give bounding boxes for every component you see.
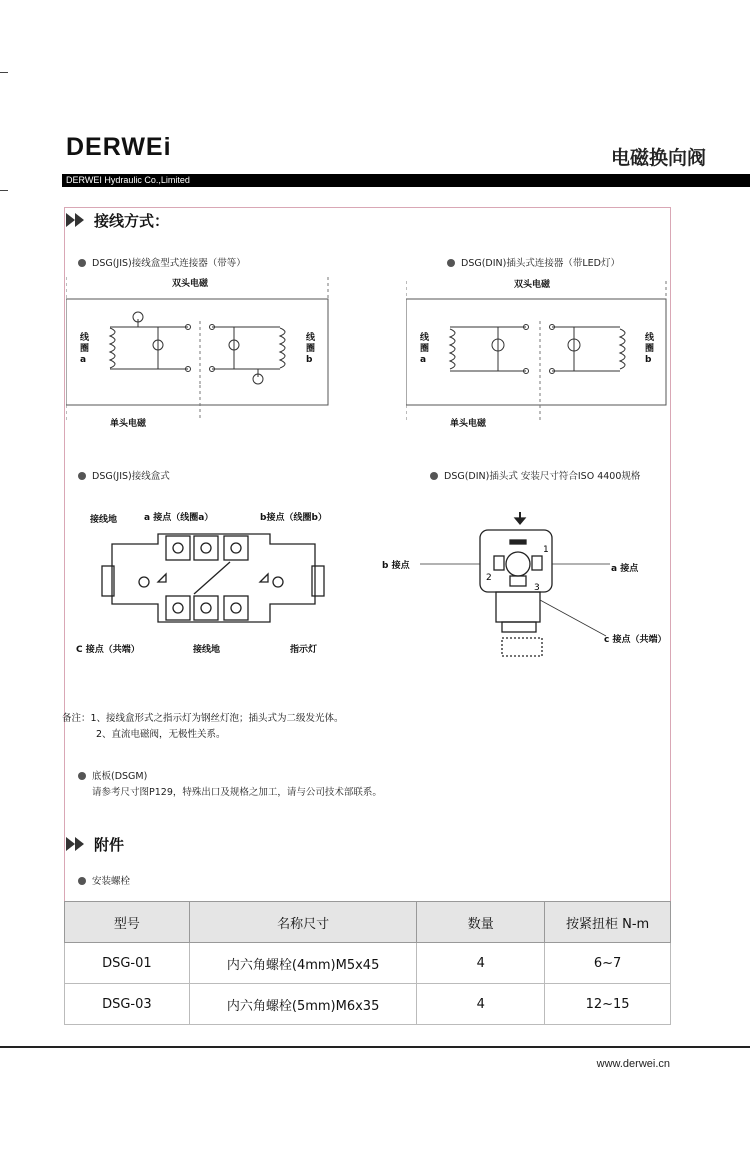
- col-header-quantity: 数量: [417, 902, 545, 943]
- section-arrow-icon: [66, 213, 86, 227]
- table-row: [65, 943, 671, 984]
- jis-circuit-diagram: [66, 273, 330, 423]
- ground-label-bottom: 接线地: [193, 645, 221, 655]
- jis-terminal-box-drawing: [100, 522, 330, 634]
- bullet-icon: [78, 472, 86, 480]
- din-leader-lines: [420, 560, 630, 644]
- page-title: 电磁换向阀: [610, 147, 706, 169]
- single-solenoid-label: 单头电磁: [110, 419, 147, 429]
- cell-name-size: 内六角螺栓(5mm)M6x35: [189, 984, 417, 1025]
- note-line-2: 2、直流电磁阀，无极性关系。: [96, 729, 226, 740]
- cell-torque: 12~15: [545, 984, 671, 1025]
- pin-1-label: 1: [543, 545, 549, 555]
- din-b-point-label: b 接点: [382, 561, 410, 571]
- din-coil-a-label: 线 圈 a: [420, 333, 430, 365]
- bullet-icon: [447, 259, 455, 267]
- coil-b-label: 线 圈 b: [306, 333, 316, 365]
- base-title: 底板(DSGM): [78, 768, 147, 782]
- cell-name-size: 内六角螺栓(4mm)M5x45: [189, 943, 417, 984]
- bullet-icon: [78, 259, 86, 267]
- footer-rule: [0, 1046, 750, 1048]
- cell-quantity: 4: [417, 984, 545, 1025]
- bullet-icon: [430, 472, 438, 480]
- col-header-name-size: 名称尺寸: [189, 902, 417, 943]
- brand-logo: DERWEi: [66, 133, 172, 161]
- din-title: DSG(DIN)插头式连接器（带LED灯）: [447, 255, 620, 269]
- jis-style-title: DSG(JIS)接线盒式: [78, 468, 170, 482]
- website-url: www.derwei.cn: [596, 1058, 670, 1070]
- base-text: 请参考尺寸图P129，特殊出口及规格之加工，请与公司技术部联系。: [92, 787, 382, 798]
- din-circuit-diagram: [406, 277, 668, 425]
- a-point-label: a 接点（线圈a）: [144, 513, 214, 523]
- cell-model: DSG-03: [65, 984, 190, 1025]
- pin-2-label: 2: [486, 573, 492, 583]
- din-style-title: DSG(DIN)插头式 安装尺寸符合ISO 4400规格: [430, 468, 640, 482]
- b-point-label: b接点（线圈b）: [260, 513, 327, 523]
- pin-3-label: 3: [534, 583, 540, 593]
- accessories-heading-text: 附件: [94, 836, 125, 854]
- table-header-row: [65, 902, 671, 943]
- wiring-heading: [66, 210, 169, 231]
- din-a-point-label: a 接点: [611, 564, 639, 574]
- note-line-1: 备注：1、接线盒形式之指示灯为钢丝灯泡；插头式为二级发光体。: [62, 713, 344, 724]
- cell-model: DSG-01: [65, 943, 190, 984]
- bullet-icon: [78, 772, 86, 780]
- c-point-label: C 接点（共端）: [76, 645, 140, 655]
- col-header-model: 型号: [65, 902, 190, 943]
- accessories-sub: 安装螺栓: [78, 873, 130, 887]
- indicator-label: 指示灯: [290, 645, 318, 655]
- double-solenoid-label: 双头电磁: [172, 279, 209, 289]
- cell-quantity: 4: [417, 943, 545, 984]
- col-header-torque: 按紧扭柜 N-m: [545, 902, 671, 943]
- crop-mark: [0, 190, 8, 191]
- coil-a-label: 线 圈 a: [80, 333, 90, 365]
- din-coil-b-label: 线 圈 b: [645, 333, 655, 365]
- company-bar: [62, 174, 750, 187]
- din-single-solenoid-label: 单头电磁: [450, 419, 487, 429]
- jis-box-title: DSG(JIS)接线盒型式连接器（带等）: [78, 255, 246, 269]
- wiring-heading-text: 接线方式：: [94, 212, 170, 230]
- ground-label-top: 接线地: [90, 515, 118, 525]
- accessories-heading: [66, 834, 124, 855]
- din-double-solenoid-label: 双头电磁: [514, 280, 551, 290]
- crop-mark: [0, 72, 8, 73]
- cell-torque: 6~7: [545, 943, 671, 984]
- company-name: DERWEI Hydraulic Co.,Limited: [66, 175, 190, 185]
- section-arrow-icon: [66, 837, 86, 851]
- table-row: [65, 984, 671, 1025]
- bolt-spec-table: [64, 901, 671, 1025]
- bullet-icon: [78, 877, 86, 885]
- din-c-point-label: c 接点（共端）: [604, 635, 667, 645]
